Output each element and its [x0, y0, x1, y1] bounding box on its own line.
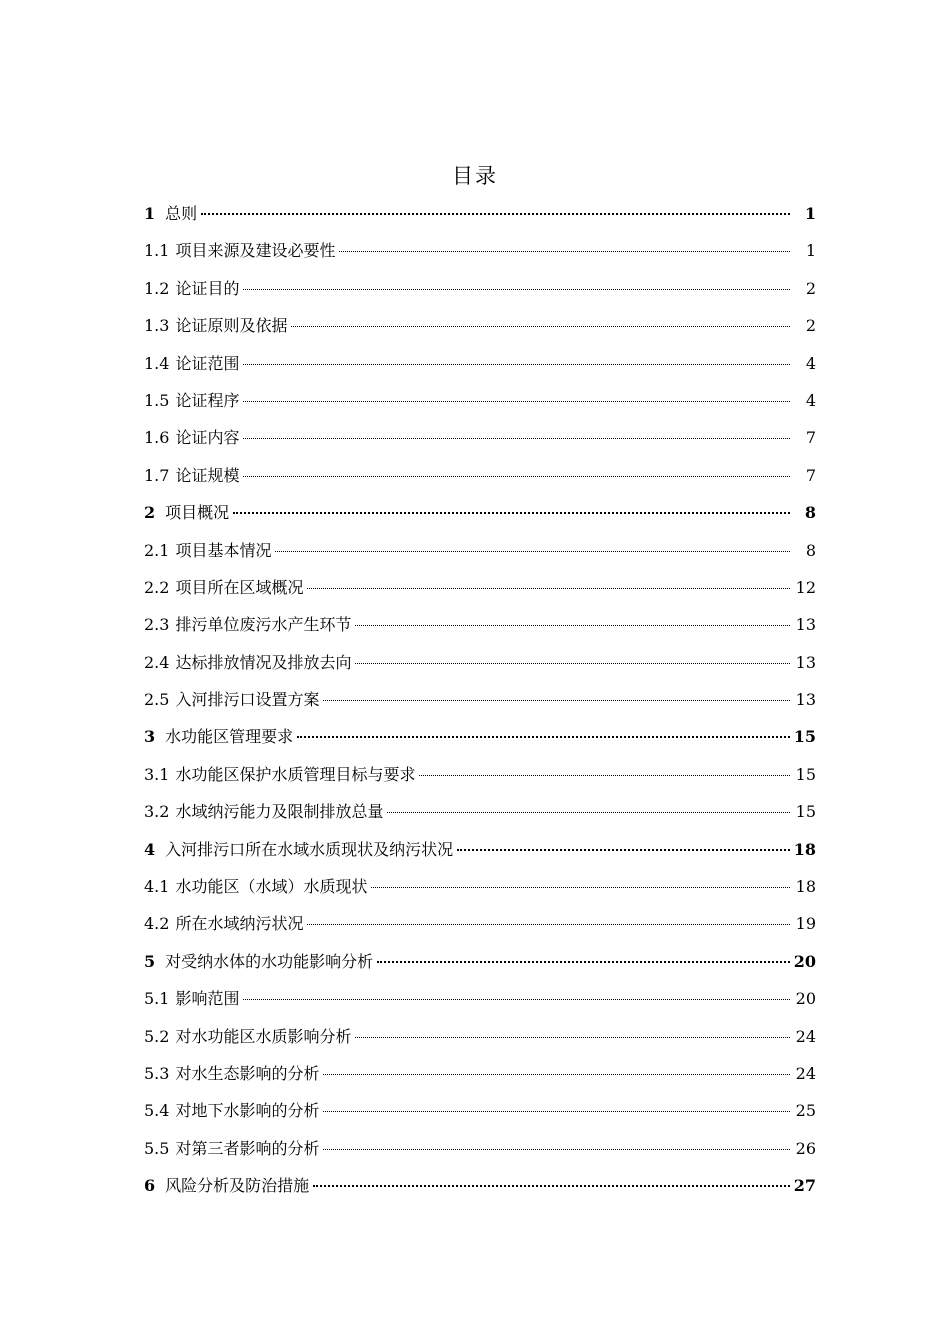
toc-entry-label: 入河排污口所在水域水质现状及纳污状况: [165, 839, 454, 859]
toc-entry-label: 水功能区保护水质管理目标与要求: [175, 764, 416, 784]
toc-entry[interactable]: [144, 723, 816, 760]
toc-entry-page-number: 13: [795, 652, 816, 672]
toc-entry-number: 3.1: [144, 764, 170, 784]
toc-entry[interactable]: [144, 611, 816, 648]
toc-entry-label: 论证原则及依据: [175, 316, 288, 336]
toc-title: 目录: [452, 164, 498, 188]
toc-entry[interactable]: [144, 948, 816, 985]
dot-leader: [297, 736, 790, 738]
toc-entry-page-number: 13: [795, 690, 816, 710]
toc-entry-page-number: 12: [795, 577, 816, 597]
toc-entry[interactable]: [144, 237, 816, 274]
dot-leader: [307, 924, 790, 925]
toc-entry-label: 论证内容: [175, 428, 240, 448]
toc-entry-label: 对受纳水体的水功能影响分析: [165, 951, 374, 971]
toc-entry-number: 2.3: [144, 615, 170, 635]
toc-entry[interactable]: [144, 275, 816, 312]
dot-leader: [323, 1074, 790, 1075]
toc-entry-page-number: 2: [805, 278, 816, 298]
toc-entry-page-number: 15: [795, 764, 816, 784]
toc-entry[interactable]: [144, 1060, 816, 1097]
toc-entry-number: 2: [144, 503, 156, 523]
dot-leader: [233, 512, 790, 514]
toc-entry-number: 3.2: [144, 802, 170, 822]
toc-entry[interactable]: [144, 1135, 816, 1172]
toc-entry-label: 达标排放情况及排放去向: [175, 652, 352, 672]
dot-leader: [387, 812, 790, 813]
dot-leader: [371, 887, 790, 888]
toc-entry-number: 2.2: [144, 577, 170, 597]
toc-entry-page-number: 27: [793, 1176, 816, 1196]
toc-entry-page-number: 1: [804, 204, 816, 223]
toc-entry-page-number: 4: [805, 353, 816, 373]
toc-entry[interactable]: [144, 537, 816, 574]
toc-entry-label: 项目来源及建设必要性: [175, 241, 336, 261]
toc-entry-page-number: 18: [793, 839, 816, 859]
dot-leader: [243, 289, 790, 290]
toc-entry-number: 5.4: [144, 1101, 170, 1121]
toc-entry[interactable]: [144, 499, 816, 536]
toc-entry[interactable]: [144, 761, 816, 798]
toc-entry-page-number: 8: [804, 503, 816, 523]
toc-entry-number: 1.1: [144, 241, 170, 261]
toc-entry[interactable]: [144, 910, 816, 947]
toc-entry[interactable]: [144, 387, 816, 424]
toc-entry[interactable]: [144, 686, 816, 723]
toc-entry-label: 排污单位废污水产生环节: [175, 615, 352, 635]
dot-leader: [291, 326, 790, 327]
dot-leader: [243, 438, 790, 439]
dot-leader: [323, 1149, 790, 1150]
toc-entry-page-number: 1: [805, 241, 816, 261]
toc-entry[interactable]: [144, 1172, 816, 1209]
dot-leader: [243, 476, 790, 477]
toc-entry-label: 对地下水影响的分析: [175, 1101, 320, 1121]
toc-entry[interactable]: [144, 574, 816, 611]
toc-entry[interactable]: [144, 350, 816, 387]
toc-entry-label: 水功能区（水域）水质现状: [175, 877, 368, 897]
dot-leader: [355, 663, 790, 664]
toc-entry-label: 项目所在区域概况: [175, 577, 304, 597]
toc-entry-page-number: 15: [795, 802, 816, 822]
toc-entry[interactable]: [144, 462, 816, 499]
toc-entry[interactable]: [144, 649, 816, 686]
toc-entry[interactable]: [144, 798, 816, 835]
toc-entry-label: 论证规模: [175, 465, 240, 485]
toc-entry[interactable]: [144, 873, 816, 910]
toc-entry-page-number: 20: [793, 951, 816, 971]
toc-entry-label: 总则: [165, 204, 198, 223]
toc-entry-number: 1.5: [144, 390, 170, 410]
toc-entry[interactable]: [144, 424, 816, 461]
dot-leader: [457, 849, 790, 851]
toc-entry-label: 所在水域纳污状况: [175, 914, 304, 934]
toc-entry-page-number: 2: [805, 316, 816, 336]
dot-leader: [243, 999, 790, 1000]
dot-leader: [355, 625, 790, 626]
toc-entry-page-number: 7: [805, 428, 816, 448]
dot-leader: [377, 961, 790, 963]
toc-entry-number: 5.5: [144, 1138, 170, 1158]
table-of-contents: [144, 200, 816, 1210]
toc-entry-page-number: 19: [795, 914, 816, 934]
toc-entry-page-number: 13: [795, 615, 816, 635]
toc-entry-label: 水域纳污能力及限制排放总量: [175, 802, 384, 822]
dot-leader: [323, 1111, 790, 1112]
dot-leader: [243, 364, 790, 365]
toc-entry-number: 5.3: [144, 1063, 170, 1083]
toc-entry-number: 1.4: [144, 353, 170, 373]
toc-entry[interactable]: [144, 836, 816, 873]
dot-leader: [275, 551, 790, 552]
toc-entry-page-number: 26: [795, 1138, 816, 1158]
toc-entry-number: 1.6: [144, 428, 170, 448]
toc-entry-page-number: 8: [805, 540, 816, 560]
toc-entry-number: 1.2: [144, 278, 170, 298]
dot-leader: [419, 775, 790, 776]
toc-entry-page-number: 25: [795, 1101, 816, 1121]
toc-entry-number: 2.4: [144, 652, 170, 672]
toc-entry[interactable]: [144, 312, 816, 349]
toc-entry-label: 水功能区管理要求: [165, 727, 294, 747]
toc-entry-page-number: 7: [805, 465, 816, 485]
toc-entry-page-number: 15: [793, 727, 816, 747]
toc-entry[interactable]: [144, 200, 816, 237]
toc-entry-number: 5.2: [144, 1026, 170, 1046]
toc-entry-label: 入河排污口设置方案: [175, 690, 320, 710]
toc-entry-number: 6: [144, 1176, 156, 1196]
toc-entry-number: 1.3: [144, 316, 170, 336]
toc-entry-label: 影响范围: [175, 989, 240, 1009]
dot-leader: [355, 1037, 790, 1038]
toc-entry-label: 论证程序: [175, 390, 240, 410]
toc-entry-number: 3: [144, 727, 156, 747]
toc-entry-page-number: 4: [805, 390, 816, 410]
toc-entry[interactable]: [144, 1023, 816, 1060]
dot-leader: [339, 251, 790, 252]
toc-entry-number: 1.7: [144, 465, 170, 485]
toc-entry-label: 对第三者影响的分析: [175, 1138, 320, 1158]
toc-entry-label: 论证目的: [175, 278, 240, 298]
toc-entry-number: 4: [144, 839, 156, 859]
dot-leader: [243, 401, 790, 402]
toc-entry-number: 5: [144, 951, 156, 971]
toc-entry-number: 4.1: [144, 877, 170, 897]
toc-entry-label: 项目基本情况: [175, 540, 272, 560]
toc-entry[interactable]: [144, 985, 816, 1022]
toc-entry-label: 项目概况: [165, 503, 230, 523]
dot-leader: [307, 588, 790, 589]
toc-entry-number: 5.1: [144, 989, 170, 1009]
toc-entry-number: 4.2: [144, 914, 170, 934]
toc-entry-number: 2.1: [144, 540, 170, 560]
toc-entry-label: 对水功能区水质影响分析: [175, 1026, 352, 1046]
toc-entry-page-number: 24: [795, 1063, 816, 1083]
toc-entry-number: 2.5: [144, 690, 170, 710]
toc-entry-label: 风险分析及防治措施: [165, 1176, 310, 1196]
toc-entry-page-number: 18: [795, 877, 816, 897]
toc-entry-page-number: 20: [795, 989, 816, 1009]
toc-entry-page-number: 24: [795, 1026, 816, 1046]
toc-entry-label: 对水生态影响的分析: [175, 1063, 320, 1083]
toc-entry[interactable]: [144, 1097, 816, 1134]
dot-leader: [201, 213, 790, 215]
dot-leader: [323, 700, 790, 701]
toc-entry-number: 1: [144, 204, 156, 223]
dot-leader: [313, 1185, 790, 1187]
toc-entry-label: 论证范围: [175, 353, 240, 373]
